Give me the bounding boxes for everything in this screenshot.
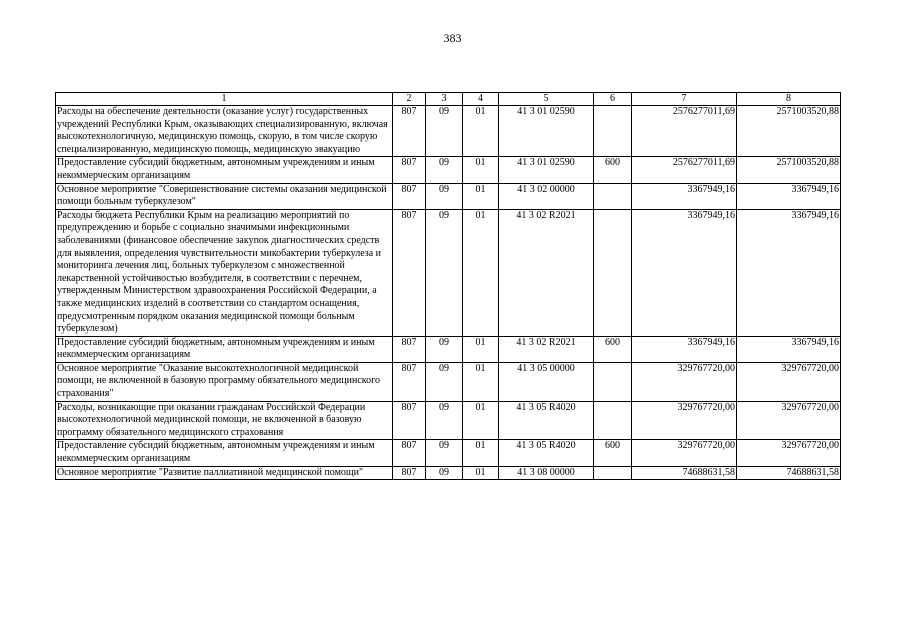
row-description: Расходы на обеспечение деятельности (оказание услуг) государственных учреждений Республики Крым, оказывающих специализированную, включая высокотехнологичную, медицинскую помощь, скорую, в том числе скорую специализированную, медицинскую помощь, медицинскую эвакуацию — [56, 106, 393, 157]
amount-col8: 2571003520,88 — [737, 157, 841, 183]
section-code: 09 — [426, 362, 463, 401]
amount-col7: 3367949,16 — [632, 209, 737, 336]
section-code: 09 — [426, 401, 463, 440]
header-cell: 7 — [632, 93, 737, 106]
section-code: 09 — [426, 466, 463, 480]
subsection-code: 01 — [463, 401, 499, 440]
budget-table — [55, 92, 841, 480]
table-row — [56, 440, 841, 466]
subsection-code: 01 — [463, 157, 499, 183]
section-code: 09 — [426, 209, 463, 336]
amount-col7: 74688631,58 — [632, 466, 737, 480]
header-cell: 8 — [737, 93, 841, 106]
subsection-code: 01 — [463, 466, 499, 480]
table-row — [56, 157, 841, 183]
header-row — [56, 93, 841, 106]
target-article-code: 41 3 05 00000 — [499, 362, 594, 401]
target-article-code: 41 3 05 R4020 — [499, 440, 594, 466]
row-description: Предоставление субсидий бюджетным, автономным учреждениям и иным некоммерческим организациям — [56, 157, 393, 183]
row-description: Расходы бюджета Республики Крым на реализацию мероприятий по предупреждению и борьбе с социально значимыми инфекционными заболеваниями (финансовое обеспечение закупок диагностических средств для выявления, определения чувствительности микобактерии туберкулеза и мониторинга лечения лиц, больных туберкулезом с множественной лекарственной устойчивостью возбудителя, в соответствии с перечнем, утвержденным Министерством здравоохранения Российской Федерации, а также медицинских изделий в соответствии со стандартом оснащения, предусмотренным порядком оказания медицинской помощи больным туберкулезом) — [56, 209, 393, 336]
amount-col8: 329767720,00 — [737, 401, 841, 440]
table-row — [56, 401, 841, 440]
amount-col7: 2576277011,69 — [632, 106, 737, 157]
target-article-code: 41 3 01 02590 — [499, 106, 594, 157]
subsection-code: 01 — [463, 209, 499, 336]
table-row — [56, 183, 841, 209]
amount-col7: 3367949,16 — [632, 183, 737, 209]
section-code: 09 — [426, 106, 463, 157]
amount-col7: 329767720,00 — [632, 401, 737, 440]
target-article-code: 41 3 08 00000 — [499, 466, 594, 480]
row-description: Предоставление субсидий бюджетным, автономным учреждениям и иным некоммерческим организациям — [56, 336, 393, 362]
table-row — [56, 466, 841, 480]
ministry-code: 807 — [393, 466, 426, 480]
ministry-code: 807 — [393, 157, 426, 183]
amount-col7: 3367949,16 — [632, 336, 737, 362]
expense-type-code: 600 — [594, 336, 632, 362]
subsection-code: 01 — [463, 336, 499, 362]
header-cell: 3 — [426, 93, 463, 106]
amount-col7: 2576277011,69 — [632, 157, 737, 183]
ministry-code: 807 — [393, 183, 426, 209]
row-description: Расходы, возникающие при оказании гражданам Российской Федерации высокотехнологичной медицинской помощи, не включенной в базовую программу обязательного медицинского страхования — [56, 401, 393, 440]
table-row — [56, 106, 841, 157]
expense-type-code — [594, 466, 632, 480]
ministry-code: 807 — [393, 209, 426, 336]
ministry-code: 807 — [393, 440, 426, 466]
expense-type-code: 600 — [594, 440, 632, 466]
amount-col8: 74688631,58 — [737, 466, 841, 480]
table-row — [56, 336, 841, 362]
target-article-code: 41 3 02 R2021 — [499, 209, 594, 336]
expense-type-code — [594, 362, 632, 401]
target-article-code: 41 3 02 R2021 — [499, 336, 594, 362]
ministry-code: 807 — [393, 362, 426, 401]
row-description: Основное мероприятие "Развитие паллиативной медицинской помощи" — [56, 466, 393, 480]
expense-type-code — [594, 183, 632, 209]
subsection-code: 01 — [463, 362, 499, 401]
row-description: Основное мероприятие "Совершенствование системы оказания медицинской помощи больным туберкулезом" — [56, 183, 393, 209]
table-row — [56, 362, 841, 401]
amount-col8: 329767720,00 — [737, 362, 841, 401]
section-code: 09 — [426, 336, 463, 362]
amount-col8: 329767720,00 — [737, 440, 841, 466]
expense-type-code — [594, 106, 632, 157]
ministry-code: 807 — [393, 336, 426, 362]
expense-type-code — [594, 209, 632, 336]
amount-col7: 329767720,00 — [632, 440, 737, 466]
page-number: 383 — [443, 31, 462, 45]
ministry-code: 807 — [393, 401, 426, 440]
subsection-code: 01 — [463, 183, 499, 209]
target-article-code: 41 3 05 R4020 — [499, 401, 594, 440]
header-cell: 6 — [594, 93, 632, 106]
amount-col8: 3367949,16 — [737, 183, 841, 209]
amount-col8: 3367949,16 — [737, 336, 841, 362]
subsection-code: 01 — [463, 106, 499, 157]
table-row — [56, 209, 841, 336]
target-article-code: 41 3 01 02590 — [499, 157, 594, 183]
header-cell: 1 — [56, 93, 393, 106]
subsection-code: 01 — [463, 440, 499, 466]
section-code: 09 — [426, 157, 463, 183]
header-cell: 4 — [463, 93, 499, 106]
row-description: Основное мероприятие "Оказание высокотехнологичной медицинской помощи, не включенной в базовую программу обязательного медицинского страхования" — [56, 362, 393, 401]
amount-col8: 3367949,16 — [737, 209, 841, 336]
amount-col7: 329767720,00 — [632, 362, 737, 401]
section-code: 09 — [426, 183, 463, 209]
ministry-code: 807 — [393, 106, 426, 157]
amount-col8: 2571003520,88 — [737, 106, 841, 157]
header-cell: 2 — [393, 93, 426, 106]
expense-type-code — [594, 401, 632, 440]
expense-type-code: 600 — [594, 157, 632, 183]
target-article-code: 41 3 02 00000 — [499, 183, 594, 209]
row-description: Предоставление субсидий бюджетным, автономным учреждениям и иным некоммерческим организациям — [56, 440, 393, 466]
section-code: 09 — [426, 440, 463, 466]
header-cell: 5 — [499, 93, 594, 106]
